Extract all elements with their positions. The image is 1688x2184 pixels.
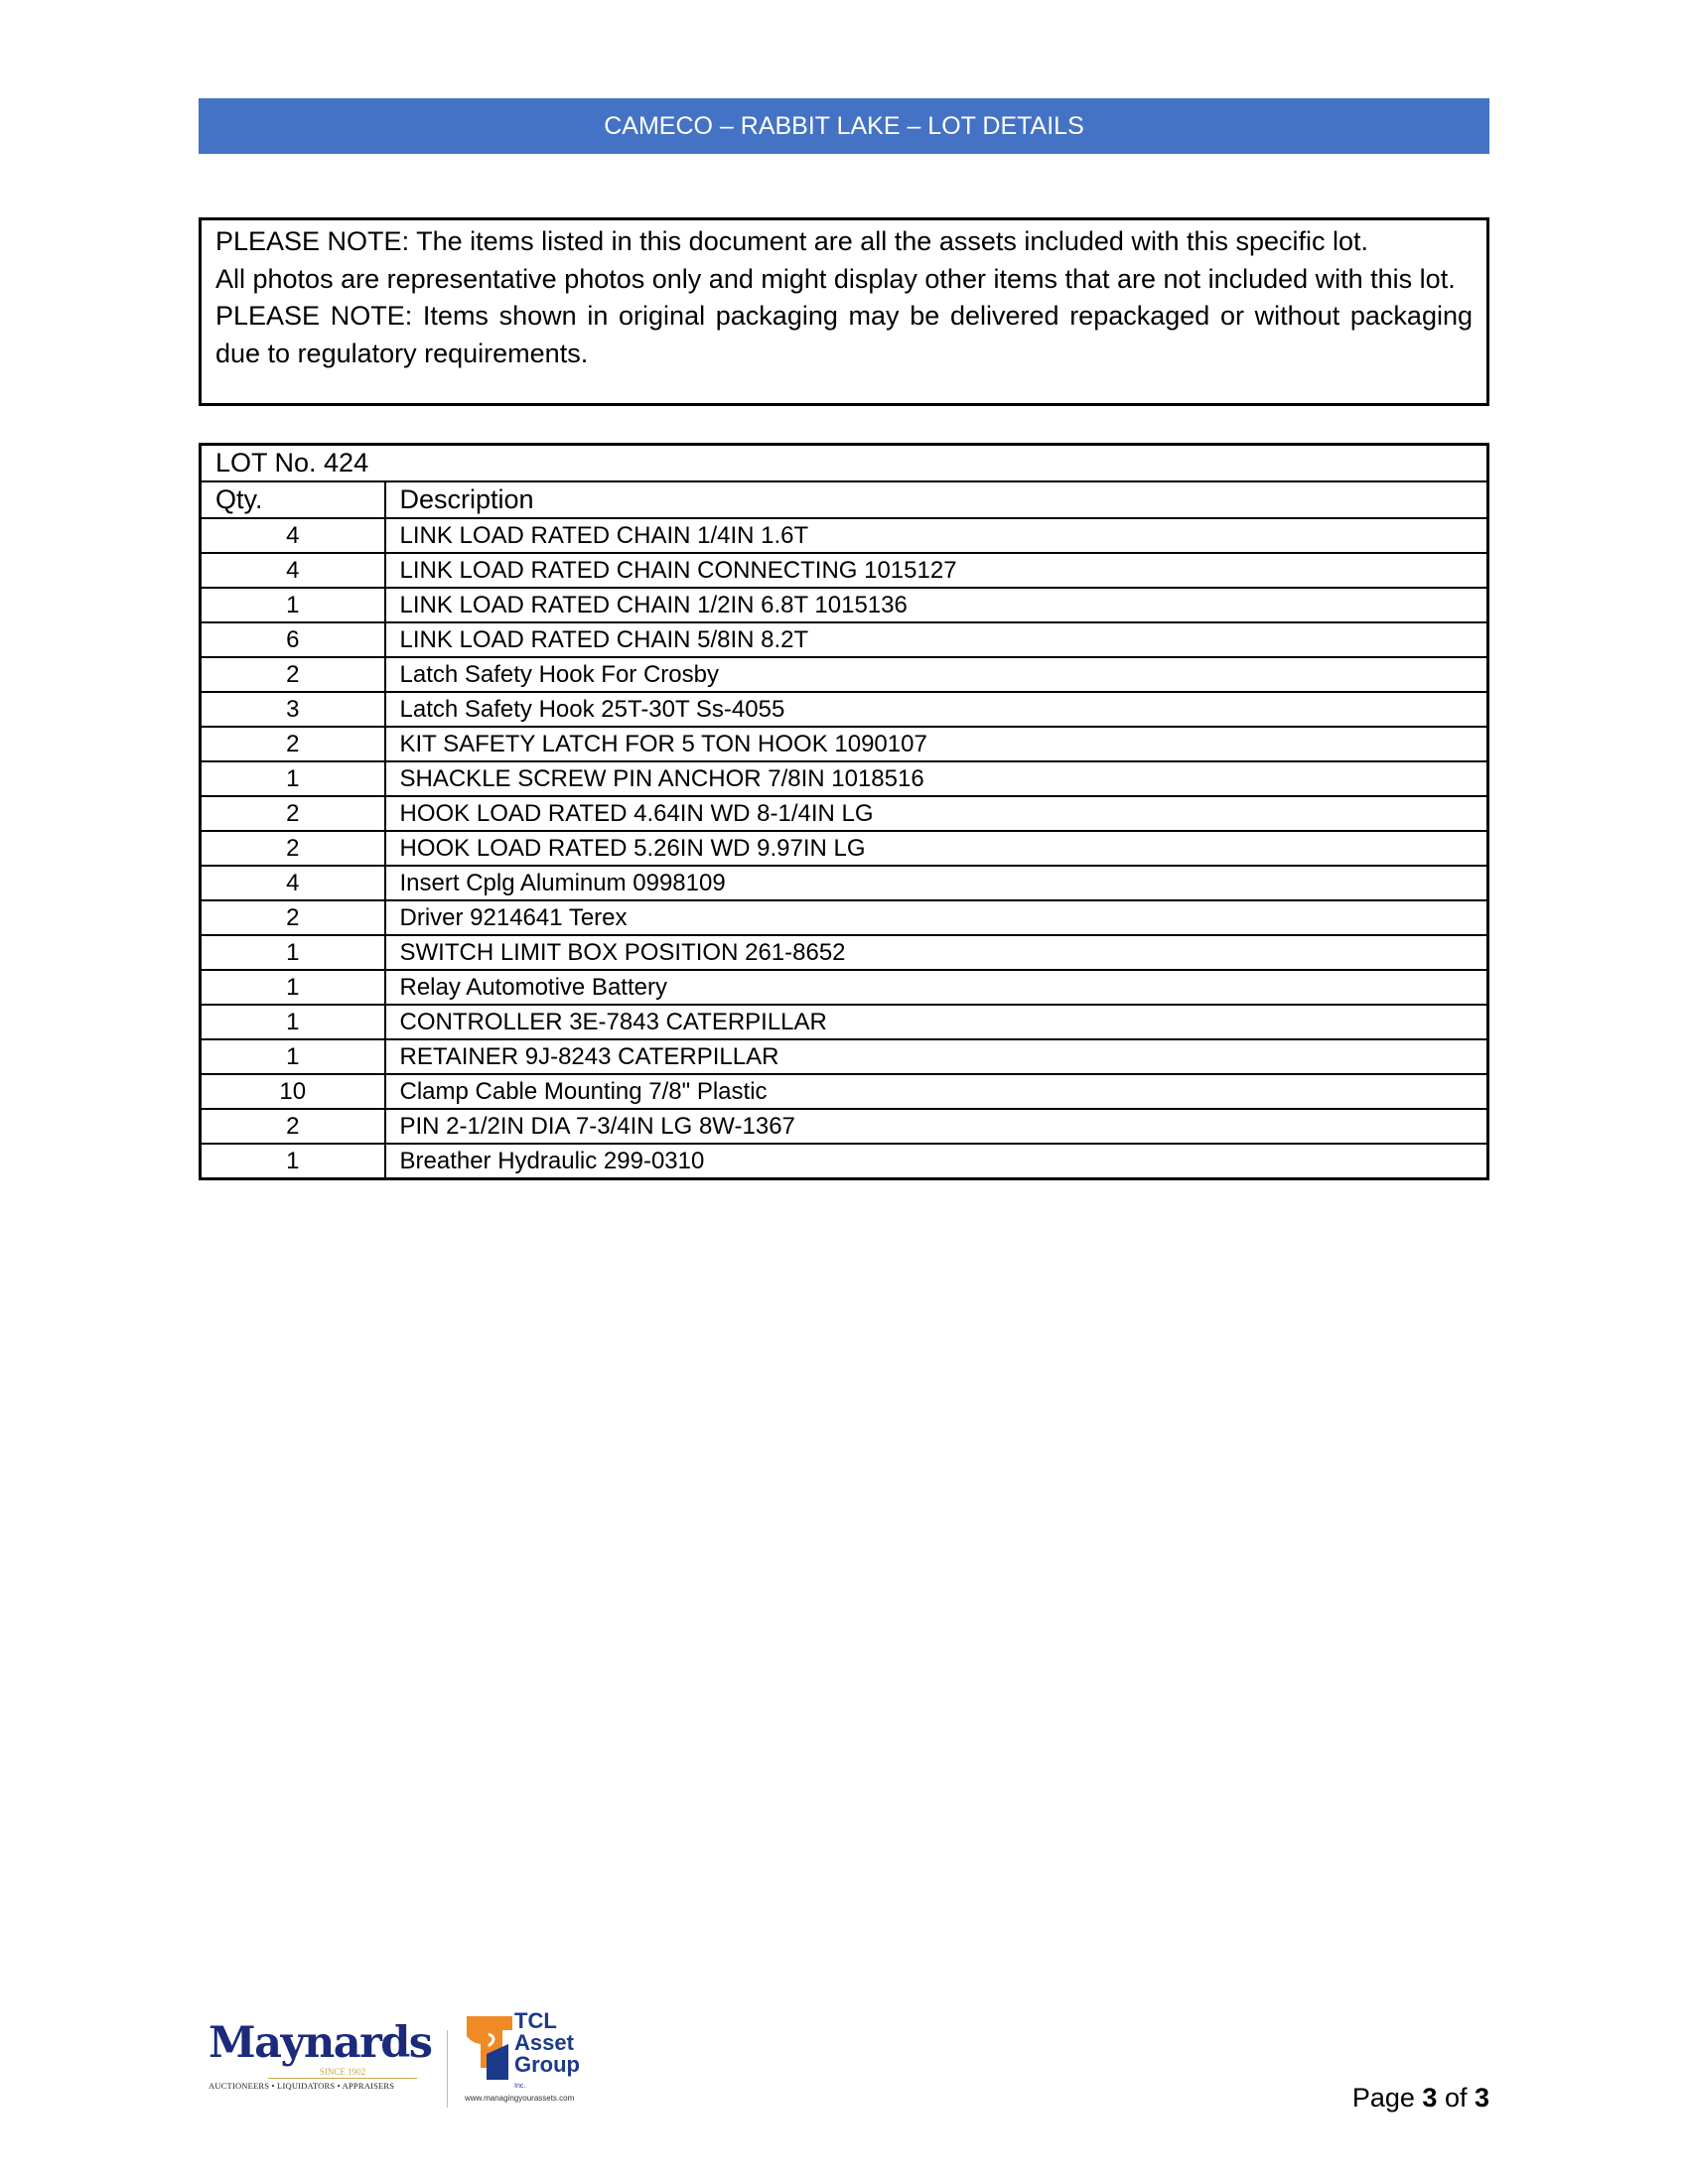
item-qty: 1 xyxy=(201,588,385,622)
maynards-logo xyxy=(209,2018,432,2110)
item-description: Breather Hydraulic 299-0310 xyxy=(385,1144,1488,1179)
item-description: Latch Safety Hook 25T-30T Ss-4055 xyxy=(385,692,1488,727)
item-description: RETAINER 9J-8243 CATERPILLAR xyxy=(385,1039,1488,1074)
tcl-inc: Inc. xyxy=(514,2083,526,2090)
lot-number-row xyxy=(201,445,1488,482)
maynards-since: SINCE 1902 xyxy=(268,2066,417,2079)
table-row xyxy=(201,1039,1488,1074)
notice-line-1: PLEASE NOTE: The items listed in this document are all the assets included with this specific lot. xyxy=(215,226,1369,256)
item-description: LINK LOAD RATED CHAIN CONNECTING 1015127 xyxy=(385,553,1488,588)
item-description: HOOK LOAD RATED 5.26IN WD 9.97IN LG xyxy=(385,831,1488,866)
table-row xyxy=(201,588,1488,622)
item-description: SWITCH LIMIT BOX POSITION 261-8652 xyxy=(385,935,1488,970)
table-row xyxy=(201,1005,1488,1039)
logo-divider xyxy=(447,2030,448,2108)
table-row xyxy=(201,518,1488,553)
table-row xyxy=(201,900,1488,935)
page-prefix: Page xyxy=(1351,2083,1423,2113)
table-row xyxy=(201,1109,1488,1144)
item-description: KIT SAFETY LATCH FOR 5 TON HOOK 1090107 xyxy=(385,727,1488,761)
page-of: of xyxy=(1437,2083,1475,2113)
item-qty: 3 xyxy=(201,692,385,727)
notice-box xyxy=(199,217,1489,406)
item-qty: 1 xyxy=(201,761,385,796)
item-qty: 2 xyxy=(201,657,385,692)
tcl-line-1: TCL xyxy=(514,2008,557,2033)
item-description: Latch Safety Hook For Crosby xyxy=(385,657,1488,692)
item-description: SHACKLE SCREW PIN ANCHOR 7/8IN 1018516 xyxy=(385,761,1488,796)
item-qty: 6 xyxy=(201,622,385,657)
table-row xyxy=(201,727,1488,761)
table-row xyxy=(201,831,1488,866)
item-description: Relay Automotive Battery xyxy=(385,970,1488,1005)
table-row xyxy=(201,796,1488,831)
column-header-qty: Qty. xyxy=(201,481,385,518)
lot-table xyxy=(199,443,1489,1180)
item-qty: 4 xyxy=(201,553,385,588)
table-row xyxy=(201,1144,1488,1179)
item-description: CONTROLLER 3E-7843 CATERPILLAR xyxy=(385,1005,1488,1039)
item-description: LINK LOAD RATED CHAIN 1/2IN 6.8T 1015136 xyxy=(385,588,1488,622)
item-qty: 2 xyxy=(201,796,385,831)
item-qty: 1 xyxy=(201,1144,385,1179)
item-qty: 2 xyxy=(201,727,385,761)
item-qty: 10 xyxy=(201,1074,385,1109)
item-qty: 1 xyxy=(201,970,385,1005)
footer-logos xyxy=(209,2010,606,2115)
item-qty: 2 xyxy=(201,831,385,866)
tcl-line-3: Group xyxy=(514,2052,580,2077)
item-description: HOOK LOAD RATED 4.64IN WD 8-1/4IN LG xyxy=(385,796,1488,831)
item-qty: 2 xyxy=(201,1109,385,1144)
table-row xyxy=(201,866,1488,900)
item-description: Driver 9214641 Terex xyxy=(385,900,1488,935)
item-qty: 1 xyxy=(201,935,385,970)
maynards-wordmark: Maynards xyxy=(209,2018,432,2068)
notice-line-3: PLEASE NOTE: Items shown in original packaging may be delivered repackaged or without packaging due to regulatory requirements. xyxy=(215,301,1473,368)
table-row xyxy=(201,657,1488,692)
table-row xyxy=(201,622,1488,657)
page-number xyxy=(1352,2083,1489,2114)
item-qty: 1 xyxy=(201,1005,385,1039)
page-current: 3 xyxy=(1422,2083,1438,2113)
table-row xyxy=(201,692,1488,727)
item-qty: 1 xyxy=(201,1039,385,1074)
item-description: LINK LOAD RATED CHAIN 1/4IN 1.6T xyxy=(385,518,1488,553)
item-qty: 4 xyxy=(201,866,385,900)
document-title-bar xyxy=(199,98,1489,154)
document-title: CAMECO – RABBIT LAKE – LOT DETAILS xyxy=(604,111,1084,140)
maynards-tagline: AUCTIONEERS • LIQUIDATORS • APPRAISERS xyxy=(209,2081,395,2091)
tcl-asset-group-logo xyxy=(457,2010,606,2115)
table-row xyxy=(201,935,1488,970)
table-header-row xyxy=(201,481,1488,518)
table-row xyxy=(201,1074,1488,1109)
page-total: 3 xyxy=(1474,2083,1489,2113)
tcl-line-2: Asset xyxy=(514,2030,574,2055)
tcl-wordmark xyxy=(514,2010,580,2098)
lot-number: LOT No. 424 xyxy=(201,445,1488,482)
item-description: Insert Cplg Aluminum 0998109 xyxy=(385,866,1488,900)
item-description: LINK LOAD RATED CHAIN 5/8IN 8.2T xyxy=(385,622,1488,657)
tcl-website: www.managingyourassets.com xyxy=(465,2094,575,2103)
item-qty: 4 xyxy=(201,518,385,553)
notice-line-2: All photos are representative photos only and might display other items that are not included with this lot. xyxy=(215,263,1456,294)
table-row xyxy=(201,970,1488,1005)
table-row xyxy=(201,761,1488,796)
item-description: PIN 2-1/2IN DIA 7-3/4IN LG 8W-1367 xyxy=(385,1109,1488,1144)
item-description: Clamp Cable Mounting 7/8" Plastic xyxy=(385,1074,1488,1109)
item-qty: 2 xyxy=(201,900,385,935)
tcl-emblem-icon xyxy=(465,2014,514,2086)
column-header-description: Description xyxy=(385,481,1488,518)
table-row xyxy=(201,553,1488,588)
